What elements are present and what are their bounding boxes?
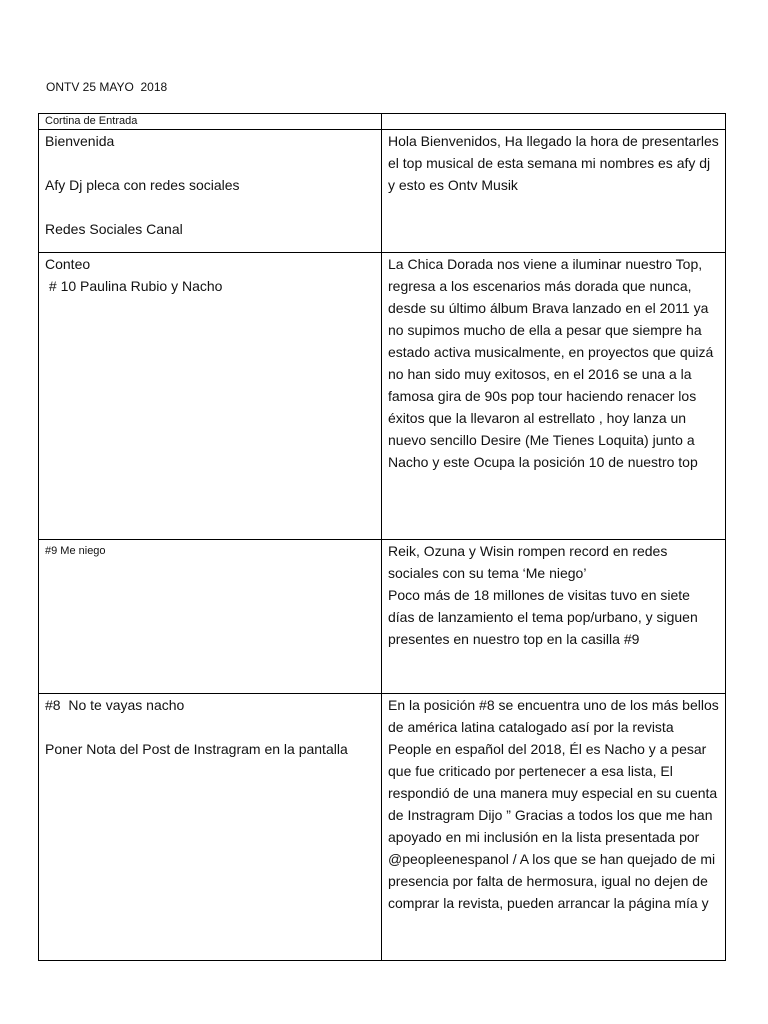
table-row: [39, 694, 726, 961]
script-paragraph: Reik, Ozuna y Wisin rompen record en redes sociales con su tema ‘Me niego’: [388, 543, 668, 581]
script-paragraph: Poco más de 18 millones de visitas tuvo en siete días de lanzamiento el tema pop/urbano, y siguen presentes en nuestro top en la casilla #9: [388, 587, 698, 647]
cell-segment-notes: [39, 694, 382, 961]
cell-intro-empty: [382, 114, 726, 130]
segment-line: # 10 Paulina Rubio y Nacho: [45, 278, 223, 294]
segment-line: Conteo: [45, 256, 91, 272]
cell-host-script: [382, 130, 726, 253]
script-paragraph: La Chica Dorada nos viene a iluminar nuestro Top, regresa a los escenarios más dorada que nunca, desde su último álbum Brava lanzado en el 2011 ya no supimos mucho de ella a pesar que siempre ha estado activa musicalmente, en proyectos que quizá no han sido muy exitosos, en el 2016 se una a la famosa gira de 90s pop tour haciendo renacer los éxitos que la llevaron al estrellato , hoy lanza un nuevo sencillo Desire (Me Tienes Loquita) junto a Nacho y este Ocupa la posición 10 de nuestro top: [388, 256, 714, 470]
spacer: [45, 716, 375, 738]
segment-line: Afy Dj pleca con redes sociales: [45, 177, 240, 193]
script-paragraph: Hola Bienvenidos, Ha llegado la hora de presentarles el top musical de esta semana mi nombres es afy dj y esto es Ontv Musik: [388, 133, 719, 193]
cell-segment-notes: [39, 130, 382, 253]
table-row: [39, 114, 726, 130]
segment-line: Poner Nota del Post de Instragram en la pantalla: [45, 741, 348, 757]
spacer: [45, 152, 375, 174]
table-row: [39, 253, 726, 540]
segment-line: Redes Sociales Canal: [45, 221, 183, 237]
cell-intro-label: Cortina de Entrada: [39, 114, 382, 130]
segment-line: Bienvenida: [45, 133, 115, 149]
segment-line: #9 Me niego: [45, 545, 106, 557]
cell-host-script: [382, 694, 726, 961]
table-row: [39, 540, 726, 694]
segment-line: #8 No te vayas nacho: [45, 697, 185, 713]
script-table: [38, 113, 726, 961]
cell-host-script: [382, 253, 726, 540]
cell-segment-notes: [39, 540, 382, 694]
spacer: [45, 196, 375, 218]
table-row: [39, 130, 726, 253]
cell-segment-notes: [39, 253, 382, 540]
script-paragraph: En la posición #8 se encuentra uno de los más bellos de américa latina catalogado así por la revista People en español del 2018, Él es Nacho y a pesar que fue criticado por pertenecer a esa lista, El respondió de una manera muy especial en su cuenta de Instragram Dijo ” Gracias a todos los que me han apoyado en mi inclusión en la lista presentada por @peopleenespanol / A los que se han quejado de mi presencia por falta de hermosura, igual no dejen de comprar la revista, pueden arrancar la página mía y: [388, 697, 719, 911]
document-header: ONTV 25 MAYO 2018: [46, 80, 168, 94]
cell-host-script: [382, 540, 726, 694]
